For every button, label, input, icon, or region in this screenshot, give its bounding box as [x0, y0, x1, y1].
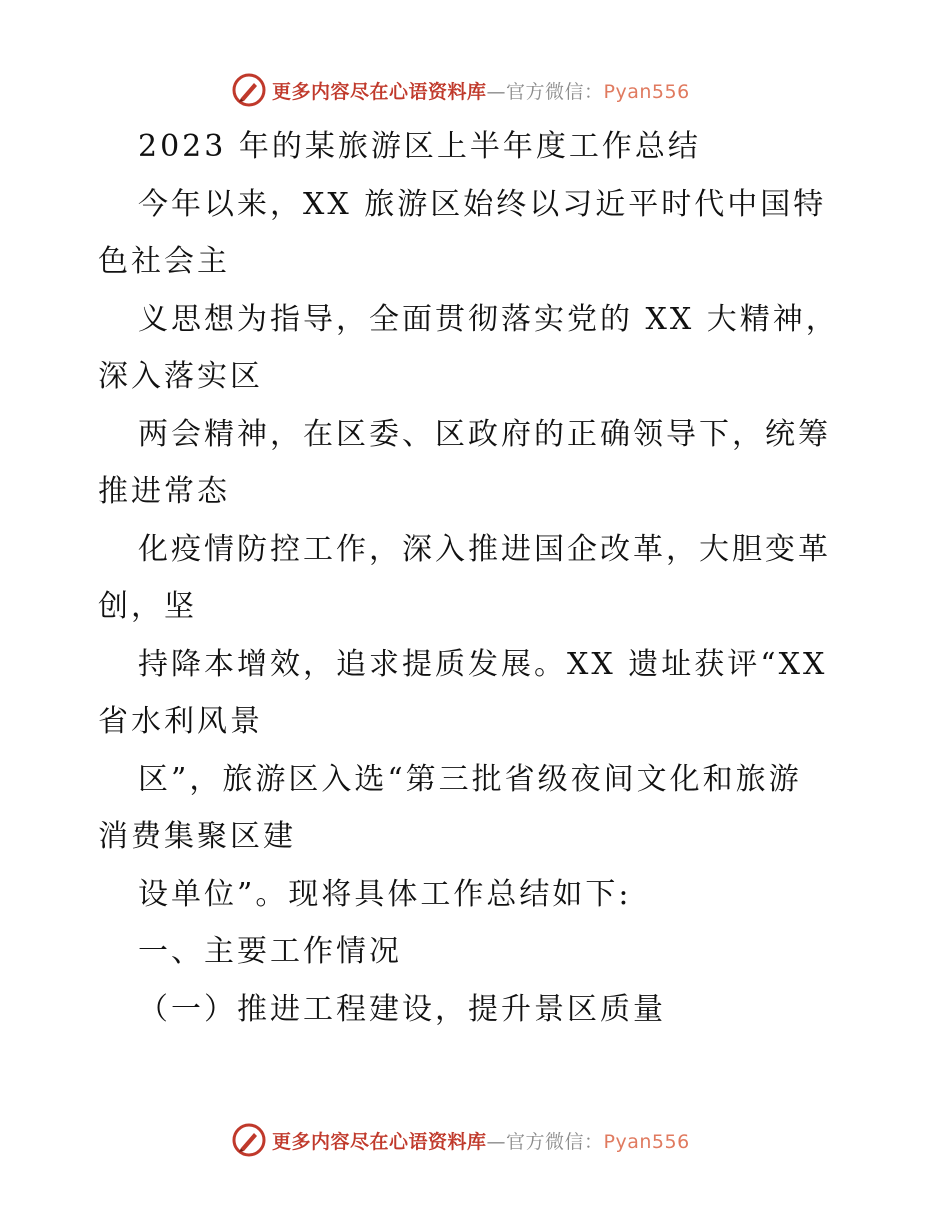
paragraph-line: 化疫情防控工作，深入推进国企改革，大胆变革 [138, 531, 831, 567]
watermark-brand: 更多内容尽在心语资料库 [272, 80, 487, 103]
subsection-heading: （一）推进工程建设，提升景区质量 [138, 991, 666, 1027]
document-title: 2023 年的某旅游区上半年度工作总结 [138, 129, 701, 164]
watermark-wechat-label: 官方微信： [506, 80, 604, 103]
watermark-wechat-id: Pyan556 [603, 80, 690, 103]
paragraph-line: 色社会主 [98, 244, 230, 279]
paragraph-line: 推进常态 [98, 474, 230, 509]
section-heading: 一、主要工作情况 [138, 934, 402, 969]
paragraph-line: 区”，旅游区入选“第三批省级夜间文化和旅游 [138, 761, 802, 797]
paragraph-line: 两会精神，在区委、区政府的正确领导下，统筹 [138, 416, 831, 452]
paragraph-line: 深入落实区 [98, 359, 263, 394]
watermark-dash: — [486, 1130, 507, 1153]
pen-logo-icon [232, 73, 266, 107]
paragraph-line: 今年以来，XX 旅游区始终以习近平时代中国特 [138, 186, 827, 222]
watermark-footer [232, 1122, 690, 1158]
paragraph-line: 持降本增效，追求提质发展。XX 遗址获评“XX [138, 646, 828, 682]
watermark-dash: — [486, 80, 507, 103]
paragraph-line: 省水利风景 [98, 704, 263, 739]
watermark-wechat-id: Pyan556 [603, 1130, 690, 1153]
watermark-wechat-label: 官方微信： [506, 1130, 604, 1153]
pen-logo-icon [232, 1123, 266, 1157]
document-body [98, 118, 858, 1038]
paragraph-line: 义思想为指导，全面贯彻落实党的 XX 大精神， [138, 301, 839, 337]
watermark-header [232, 72, 690, 108]
paragraph-line: 创，坚 [98, 589, 197, 624]
paragraph-line: 设单位”。现将具体工作总结如下: [138, 876, 632, 912]
watermark-brand: 更多内容尽在心语资料库 [272, 1130, 487, 1153]
paragraph-line: 消费集聚区建 [98, 819, 296, 854]
